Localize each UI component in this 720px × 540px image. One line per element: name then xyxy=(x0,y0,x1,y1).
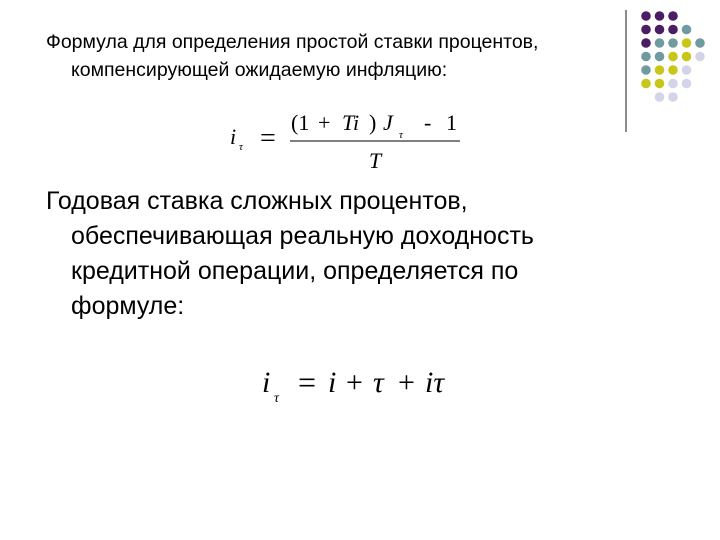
compound-line-2: обеспечивающая реальную доходность xyxy=(71,222,534,250)
formula2-term-i: i xyxy=(328,366,337,399)
formula2-lhs-var: i xyxy=(262,366,271,399)
formula2-lhs-sub: τ xyxy=(274,391,280,406)
compound-line-1: Годовая ставка сложных процентов, xyxy=(46,187,468,215)
formula1-lhs-var: i xyxy=(230,124,237,149)
intro-line-1: Формула для определения простой ставки процентов, xyxy=(46,31,539,53)
formula2-equals: = xyxy=(298,364,317,400)
formula1-equals: = xyxy=(260,123,276,154)
formula1-Ti: Ti xyxy=(342,110,360,135)
formula1-plus: + xyxy=(318,110,331,135)
formula1-lhs-sub: τ xyxy=(239,141,243,153)
formula1-close: ) xyxy=(369,110,377,135)
intro-line-2: компенсирующей ожидаемую инфляцию: xyxy=(71,59,448,81)
compound-line-4: формуле: xyxy=(71,292,185,320)
formula1-denominator: T xyxy=(369,148,382,173)
formula1-one: 1 xyxy=(446,110,457,135)
formula1-minus: - xyxy=(424,110,432,135)
compound-line-3: кредитной операции, определяется по xyxy=(71,257,519,285)
formula2-term-tau: τ xyxy=(373,366,384,399)
formula2-plus-1: + xyxy=(346,366,363,399)
formula2-term-itau: iτ xyxy=(425,366,445,399)
formula1-open: (1 xyxy=(291,110,310,135)
formula1-J-sub: τ xyxy=(399,129,403,141)
formula1-J: J xyxy=(383,110,393,135)
formula2-plus-2: + xyxy=(398,366,415,399)
